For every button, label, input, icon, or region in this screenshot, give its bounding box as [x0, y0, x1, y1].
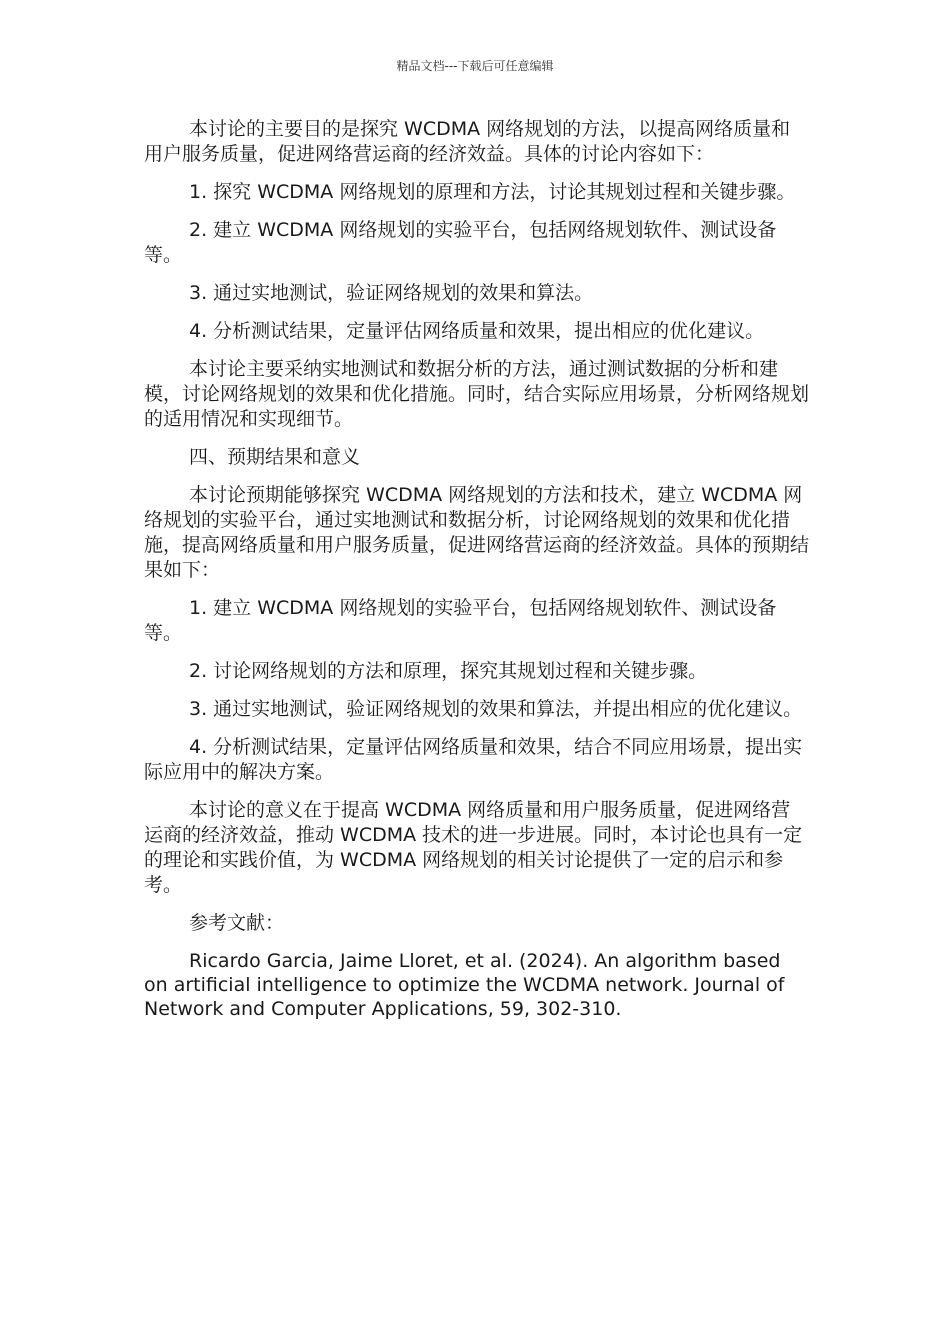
result-item-2: 2. 讨论网络规划的方法和原理，探究其规划过程和关键步骤。: [189, 660, 708, 682]
document-body: [144, 117, 809, 1034]
list-item-1: 1. 探究 WCDMA 网络规划的原理和方法，讨论其规划过程和关键步骤。: [189, 181, 796, 203]
paragraph-significance: 本讨论的意义在于提高 WCDMA 网络质量和用户服务质量，促进网络营运商的经济效益，推动 WCDMA 技术的进一步进展。同时，本讨论也具有一定的理论和实践价值，为 WCDMA 网络规划的相关讨论提供了一定的启示和参考。: [144, 799, 803, 896]
references-heading: 参考文献：: [189, 912, 285, 934]
result-item-1: 1. 建立 WCDMA 网络规划的实验平台，包括网络规划软件、测试设备等。: [144, 597, 777, 644]
section-heading: 四、预期结果和意义: [189, 446, 361, 468]
paragraph-expected: 本讨论预期能够探究 WCDMA 网络规划的方法和技术，建立 WCDMA 网络规划的实验平台，通过实地测试和数据分析，讨论网络规划的效果和优化措施，提高网络质量和用户服务质量，促进网络营运商的经济效益。具体的预期结果如下：: [144, 484, 810, 581]
list-item-3: 3. 通过实地测试，验证网络规划的效果和算法。: [189, 282, 594, 304]
reference-entry: Ricardo Garcia, Jaime Lloret, et al. (2024). An algorithm based on artificial intelligence to optimize the WCDMA network. Journal of Network and Computer Applications, 59, 302-310.: [144, 950, 785, 1020]
paragraph-method: 本讨论主要采纳实地测试和数据分析的方法，通过测试数据的分析和建模，讨论网络规划的效果和优化措施。同时，结合实际应用场景，分析网络规划的适用情况和实现细节。: [144, 358, 810, 430]
result-item-4: 4. 分析测试结果，定量评估网络质量和效果，结合不同应用场景，提出实际应用中的解决方案。: [144, 736, 803, 783]
page-header: 精品文档---下载后可任意编辑: [396, 59, 554, 73]
list-item-4: 4. 分析测试结果，定量评估网络质量和效果，提出相应的优化建议。: [189, 320, 765, 342]
result-item-3: 3. 通过实地测试，验证网络规划的效果和算法，并提出相应的优化建议。: [189, 698, 803, 720]
paragraph-intro: 本讨论的主要目的是探究 WCDMA 网络规划的方法，以提高网络质量和用户服务质量，促进网络营运商的经济效益。具体的讨论内容如下：: [144, 118, 791, 165]
list-item-2: 2. 建立 WCDMA 网络规划的实验平台，包括网络规划软件、测试设备等。: [144, 219, 777, 266]
